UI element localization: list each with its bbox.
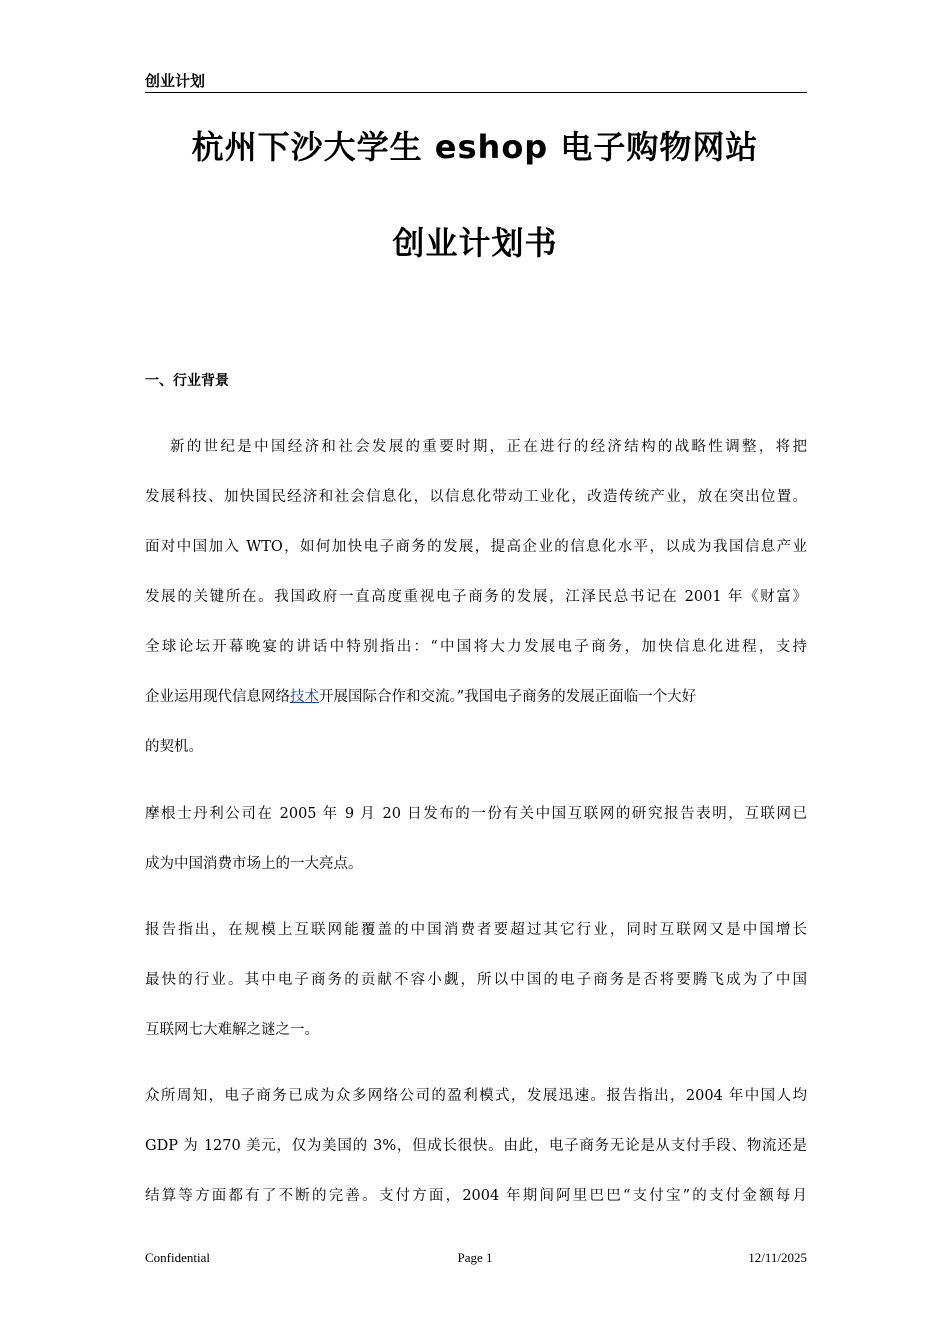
section-heading: 一、行业背景	[145, 373, 229, 389]
document-title-line1: 杭州下沙大学生 eshop 电子购物网站	[191, 128, 759, 166]
page-header	[145, 68, 807, 93]
paragraph-line: 发展科技、加快国民经济和社会信息化，以信息化带动工业化，改造传统产业，放在突出位置。	[145, 489, 807, 505]
paragraph-line: 的契机。	[145, 739, 203, 755]
technology-link[interactable]: 技术	[290, 689, 319, 705]
document-title-line2: 创业计划书	[392, 224, 558, 262]
paragraph-line: 最快的行业。其中电子商务的贡献不容小觑，所以中国的电子商务是否将要腾飞成为了中国	[145, 972, 807, 988]
paragraph-line: 发展的关键所在。我国政府一直高度重视电子商务的发展，江泽民总书记在 2001 年《财富》	[145, 589, 807, 605]
paragraph-line: 报告指出，在规模上互联网能覆盖的中国消费者要超过其它行业，同时互联网又是中国增长	[145, 922, 807, 938]
footer-date: 12/11/2025	[748, 1250, 807, 1265]
paragraph-line	[145, 685, 696, 706]
paragraph-line: 成为中国消费市场上的一大亮点。	[145, 856, 363, 872]
text-segment: 开展国际合作和交流。”我国电子商务的发展正面临一个大好	[319, 689, 697, 705]
footer-page-number: Page 1	[457, 1250, 493, 1265]
paragraph-line: GDP 为 1270 美元，仅为美国的 3%，但成长很快。由此，电子商务无论是从支付手段、物流还是	[145, 1138, 807, 1154]
footer-confidential: Confidential	[145, 1250, 210, 1265]
paragraph-line: 全球论坛开幕晚宴的讲话中特别指出：“中国将大力发展电子商务，加快信息化进程，支持	[145, 639, 807, 655]
text-segment: 企业运用现代信息网络	[145, 689, 290, 705]
header-label: 创业计划	[145, 72, 206, 90]
paragraph-line: 众所周知，电子商务已成为众多网络公司的盈利模式，发展迅速。报告指出，2004 年中国人均	[145, 1088, 807, 1104]
paragraph-line: 结算等方面都有了不断的完善。支付方面，2004 年期间阿里巴巴“支付宝”的支付金额每月	[145, 1188, 807, 1204]
paragraph-line: 摩根士丹利公司在 2005 年 9 月 20 日发布的一份有关中国互联网的研究报告表明，互联网已	[145, 806, 807, 822]
paragraph-line: 新的世纪是中国经济和社会发展的重要时期，正在进行的经济结构的战略性调整，将把	[170, 439, 807, 455]
paragraph-line: 互联网七大难解之谜之一。	[145, 1022, 319, 1038]
paragraph-line: 面对中国加入 WTO，如何加快电子商务的发展，提高企业的信息化水平，以成为我国信息产业	[145, 539, 807, 555]
